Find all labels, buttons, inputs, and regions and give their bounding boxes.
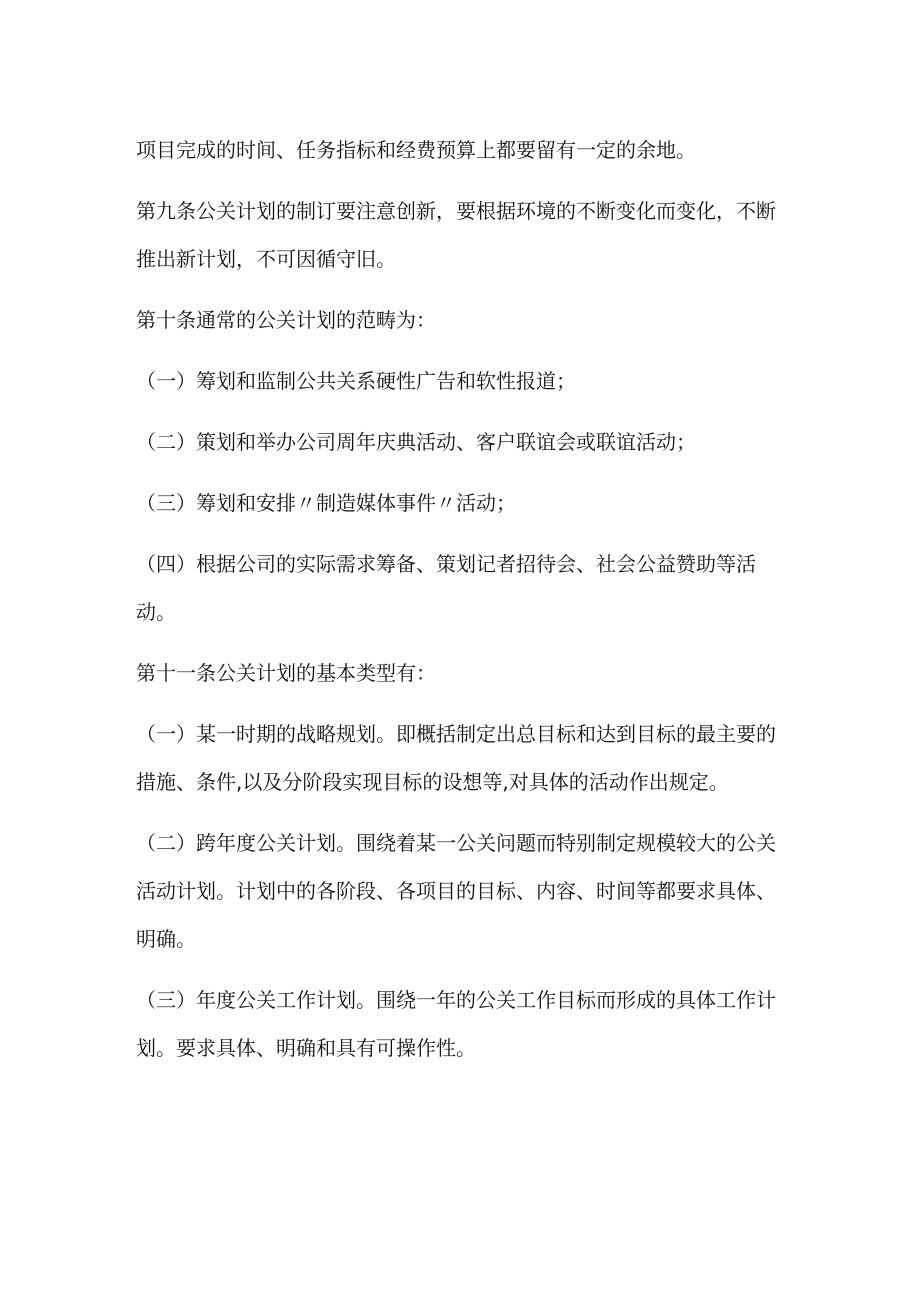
text-line: （二）跨年度公关计划。围绕着某一公关问题而特别制定规模较大的公关 xyxy=(136,831,776,855)
text-line: 第十一条公关计划的基本类型有： xyxy=(136,661,436,685)
text-line: 动。 xyxy=(136,600,176,624)
paragraph-article-9 xyxy=(136,187,796,283)
text-line: （三）筹划和安排〃制造媒体事件〃活动； xyxy=(136,491,516,515)
text-line: 第九条公关计划的制订要注意创新，要根据环境的不断变化而变化，不断 xyxy=(136,199,776,223)
list-item-10-3 xyxy=(136,479,796,527)
paragraph-article-11 xyxy=(136,649,796,697)
list-item-11-2 xyxy=(136,819,796,963)
paragraph-1 xyxy=(136,126,796,174)
list-item-11-3 xyxy=(136,976,796,1072)
text-line: （三）年度公关工作计划。围绕一年的公关工作目标而形成的具体工作计 xyxy=(136,988,776,1012)
list-item-10-4 xyxy=(136,540,796,636)
text-line: 第十条通常的公关计划的范畴为： xyxy=(136,308,436,332)
text-line: 项目完成的时间、任务指标和经费预算上都要留有一定的余地。 xyxy=(136,138,696,162)
text-line: （一）筹划和监制公共关系硬性广告和软性报道； xyxy=(136,369,576,393)
text-line: （一）某一时期的战略规划。即概括制定出总目标和达到目标的最主要的 xyxy=(136,722,776,746)
text-line: 活动计划。计划中的各阶段、各项目的目标、内容、时间等都要求具体、 xyxy=(136,879,776,903)
document-body xyxy=(136,126,796,1085)
text-line: 推出新计划，不可因循守旧。 xyxy=(136,247,396,271)
text-line: （二）策划和举办公司周年庆典活动、客户联谊会或联谊活动； xyxy=(136,430,696,454)
list-item-11-1 xyxy=(136,710,796,806)
paragraph-article-10 xyxy=(136,296,796,344)
text-line: 措施、条件,以及分阶段实现目标的设想等,对具体的活动作出规定。 xyxy=(136,770,729,794)
list-item-10-2 xyxy=(136,418,796,466)
text-line: 划。要求具体、明确和具有可操作性。 xyxy=(136,1036,476,1060)
list-item-10-1 xyxy=(136,357,796,405)
text-line: （四）根据公司的实际需求筹备、策划记者招待会、社会公益赞助等活 xyxy=(136,552,756,576)
text-line: 明确。 xyxy=(136,927,196,951)
